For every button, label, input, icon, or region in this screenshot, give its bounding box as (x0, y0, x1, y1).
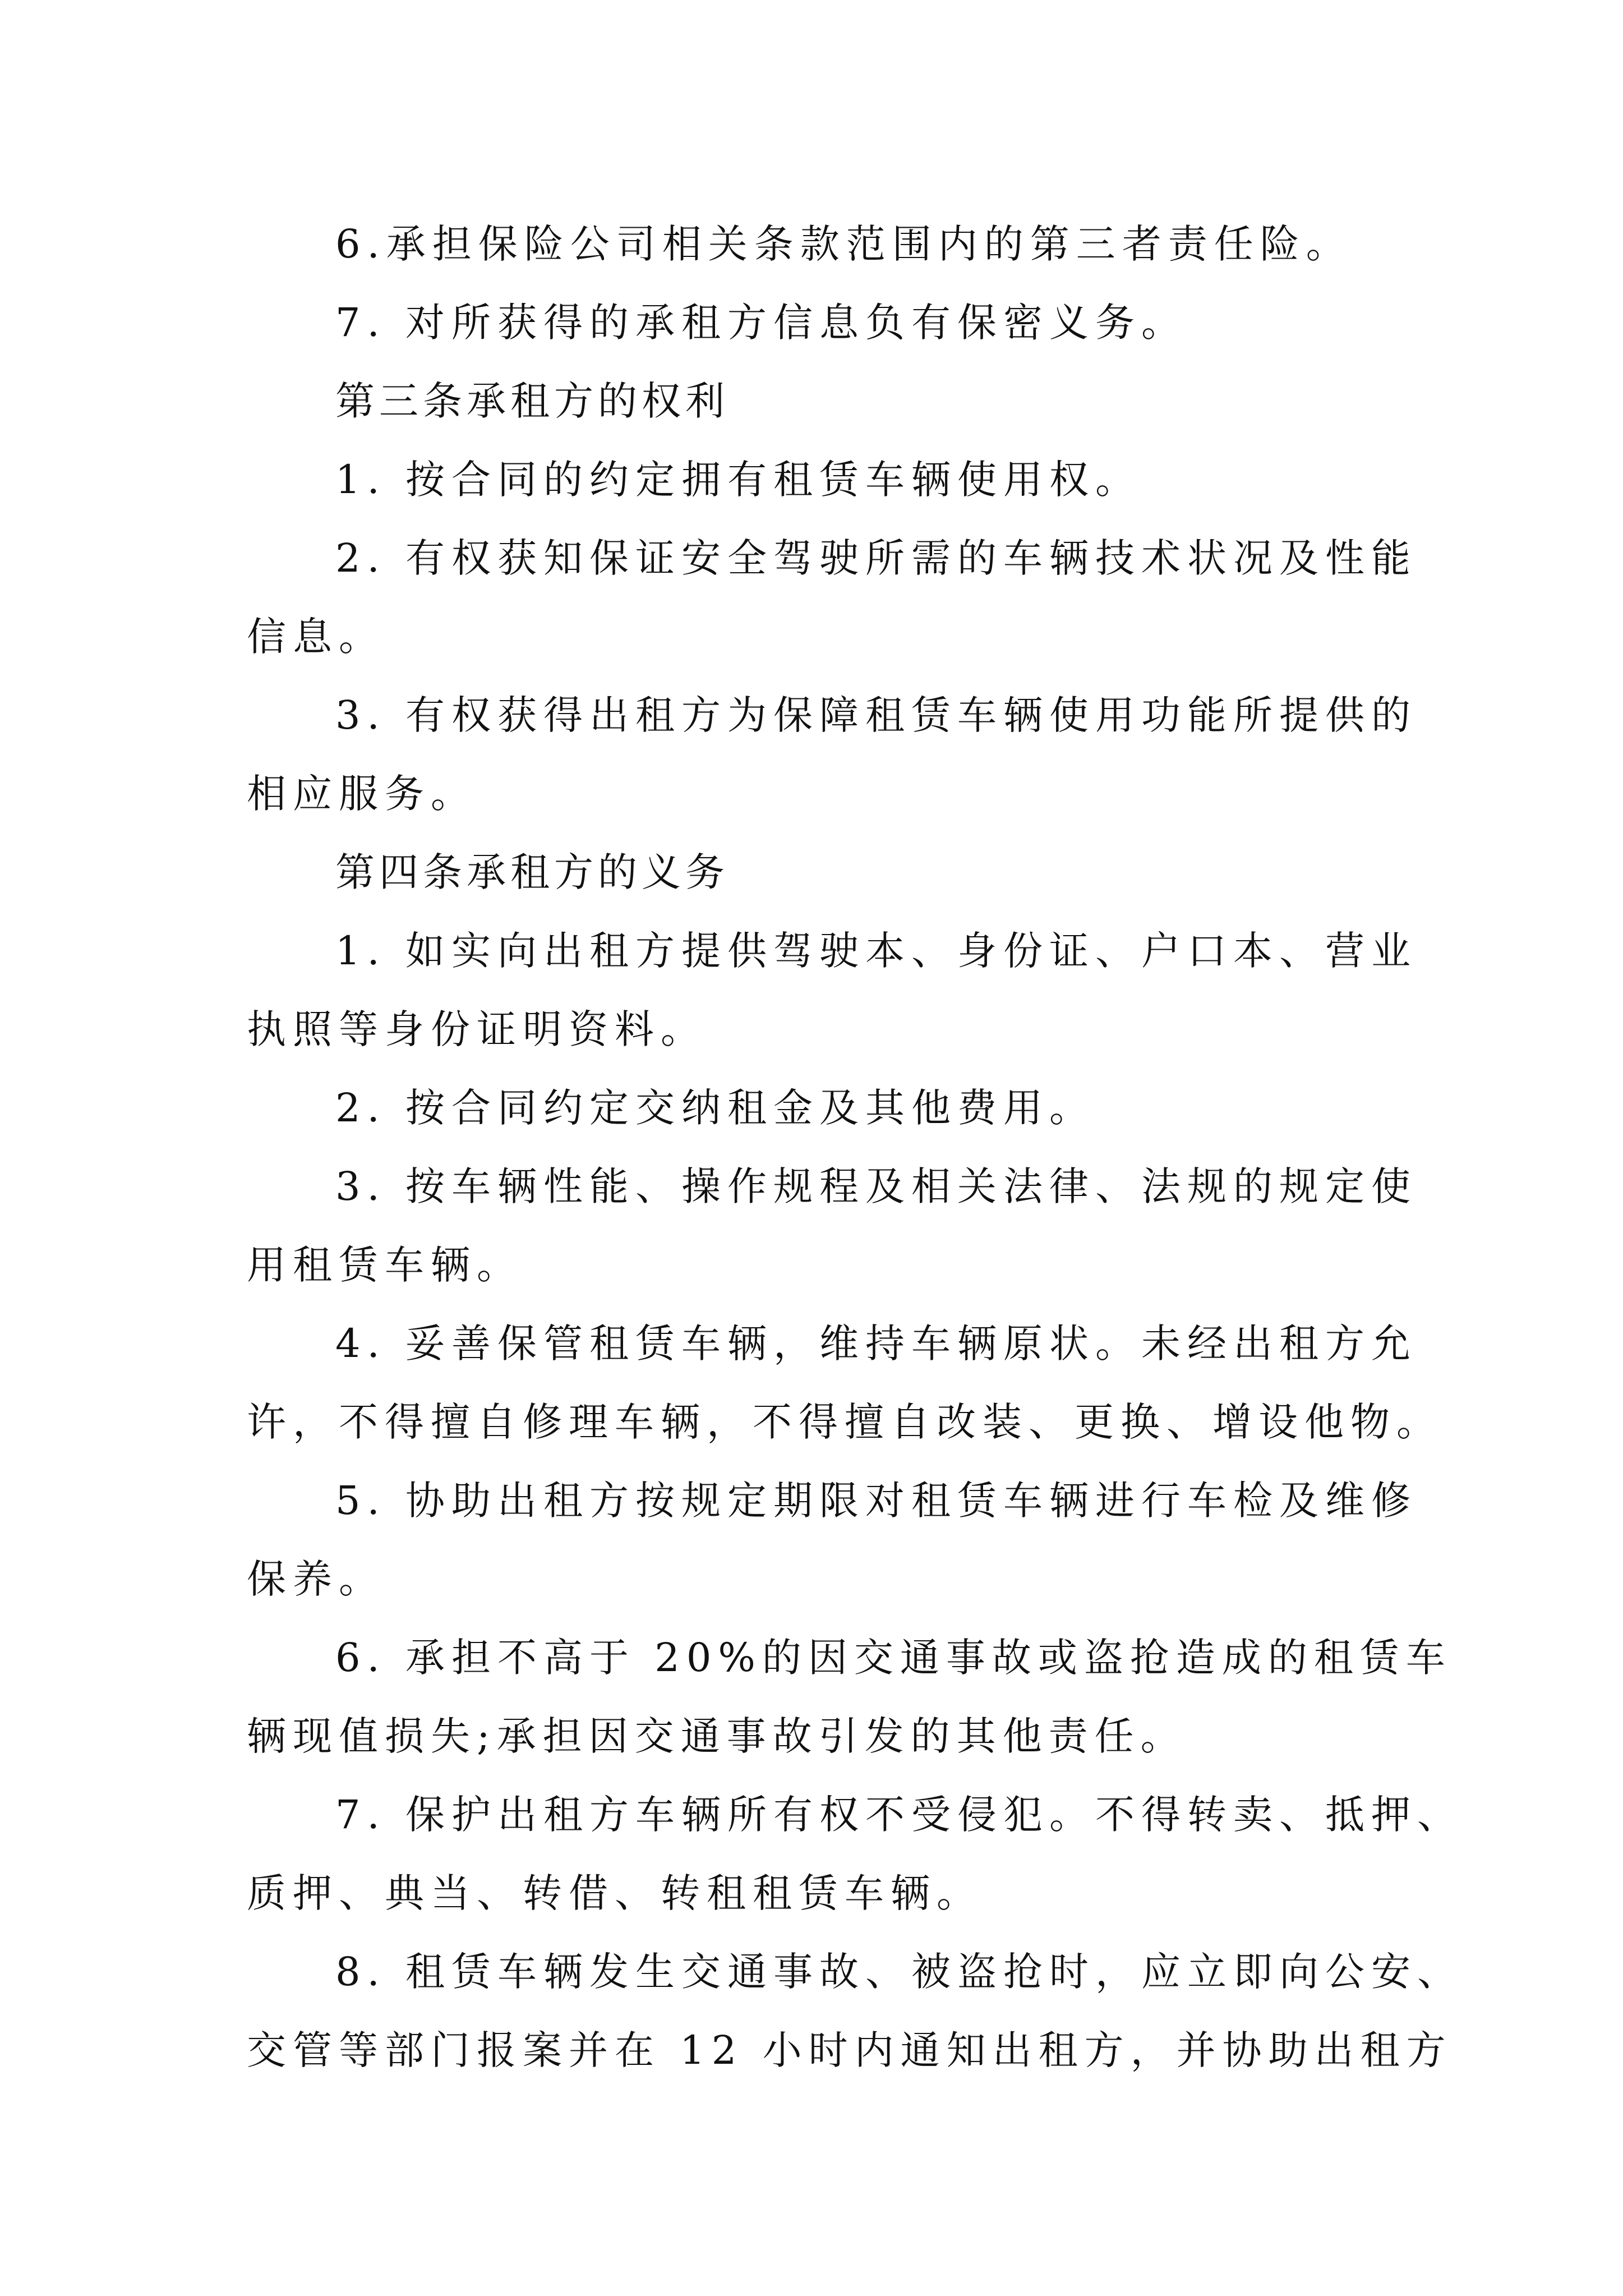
text-line: 3. 有权获得出租方为保障租赁车辆使用功能所提供的 (335, 692, 1418, 738)
text-line: 1. 如实向出租方提供驾驶本、身份证、户口本、营业 (335, 928, 1418, 974)
section-heading: 第三条承租方的权利 (335, 378, 729, 424)
text-line: 8. 租赁车辆发生交通事故、被盗抢时，应立即向公安、 (335, 1949, 1464, 1995)
text-line: 相应服务。 (247, 771, 477, 817)
text-line: 交管等部门报案并在 12 小时内通知出租方，并协助出租方 (247, 2027, 1453, 2073)
text-line: 执照等身份证明资料。 (247, 1006, 707, 1052)
text-line: 保养。 (247, 1556, 385, 1602)
text-line: 1. 按合同的约定拥有租赁车辆使用权。 (335, 457, 1142, 503)
text-line: 6.承担保险公司相关条款范围内的第三者责任险。 (335, 221, 1352, 267)
text-line: 6. 承担不高于 20%的因交通事故或盗抢造成的租赁车 (335, 1635, 1452, 1681)
text-line: 2. 按合同约定交纳租金及其他费用。 (335, 1085, 1096, 1131)
text-line: 5. 协助出租方按规定期限对租赁车辆进行车检及维修 (335, 1478, 1418, 1524)
text-line: 7. 保护出租方车辆所有权不受侵犯。不得转卖、抵押、 (335, 1792, 1464, 1838)
text-line: 3. 按车辆性能、操作规程及相关法律、法规的规定使 (335, 1163, 1418, 1209)
section-heading: 第四条承租方的义务 (335, 849, 729, 895)
text-line: 用租赁车辆。 (247, 1242, 523, 1288)
text-line: 4. 妥善保管租赁车辆，维持车辆原状。未经出租方允 (335, 1320, 1418, 1366)
text-line: 2. 有权获知保证安全驾驶所需的车辆技术状况及性能 (335, 535, 1418, 581)
text-line: 许，不得擅自修理车辆，不得擅自改装、更换、增设他物。 (247, 1399, 1442, 1445)
text-line: 辆现值损失;承担因交通事故引发的其他责任。 (247, 1713, 1187, 1759)
text-line: 信息。 (247, 614, 385, 660)
text-line: 质押、典当、转借、转租租赁车辆。 (247, 1870, 983, 1916)
text-line: 7. 对所获得的承租方信息负有保密义务。 (335, 300, 1188, 346)
